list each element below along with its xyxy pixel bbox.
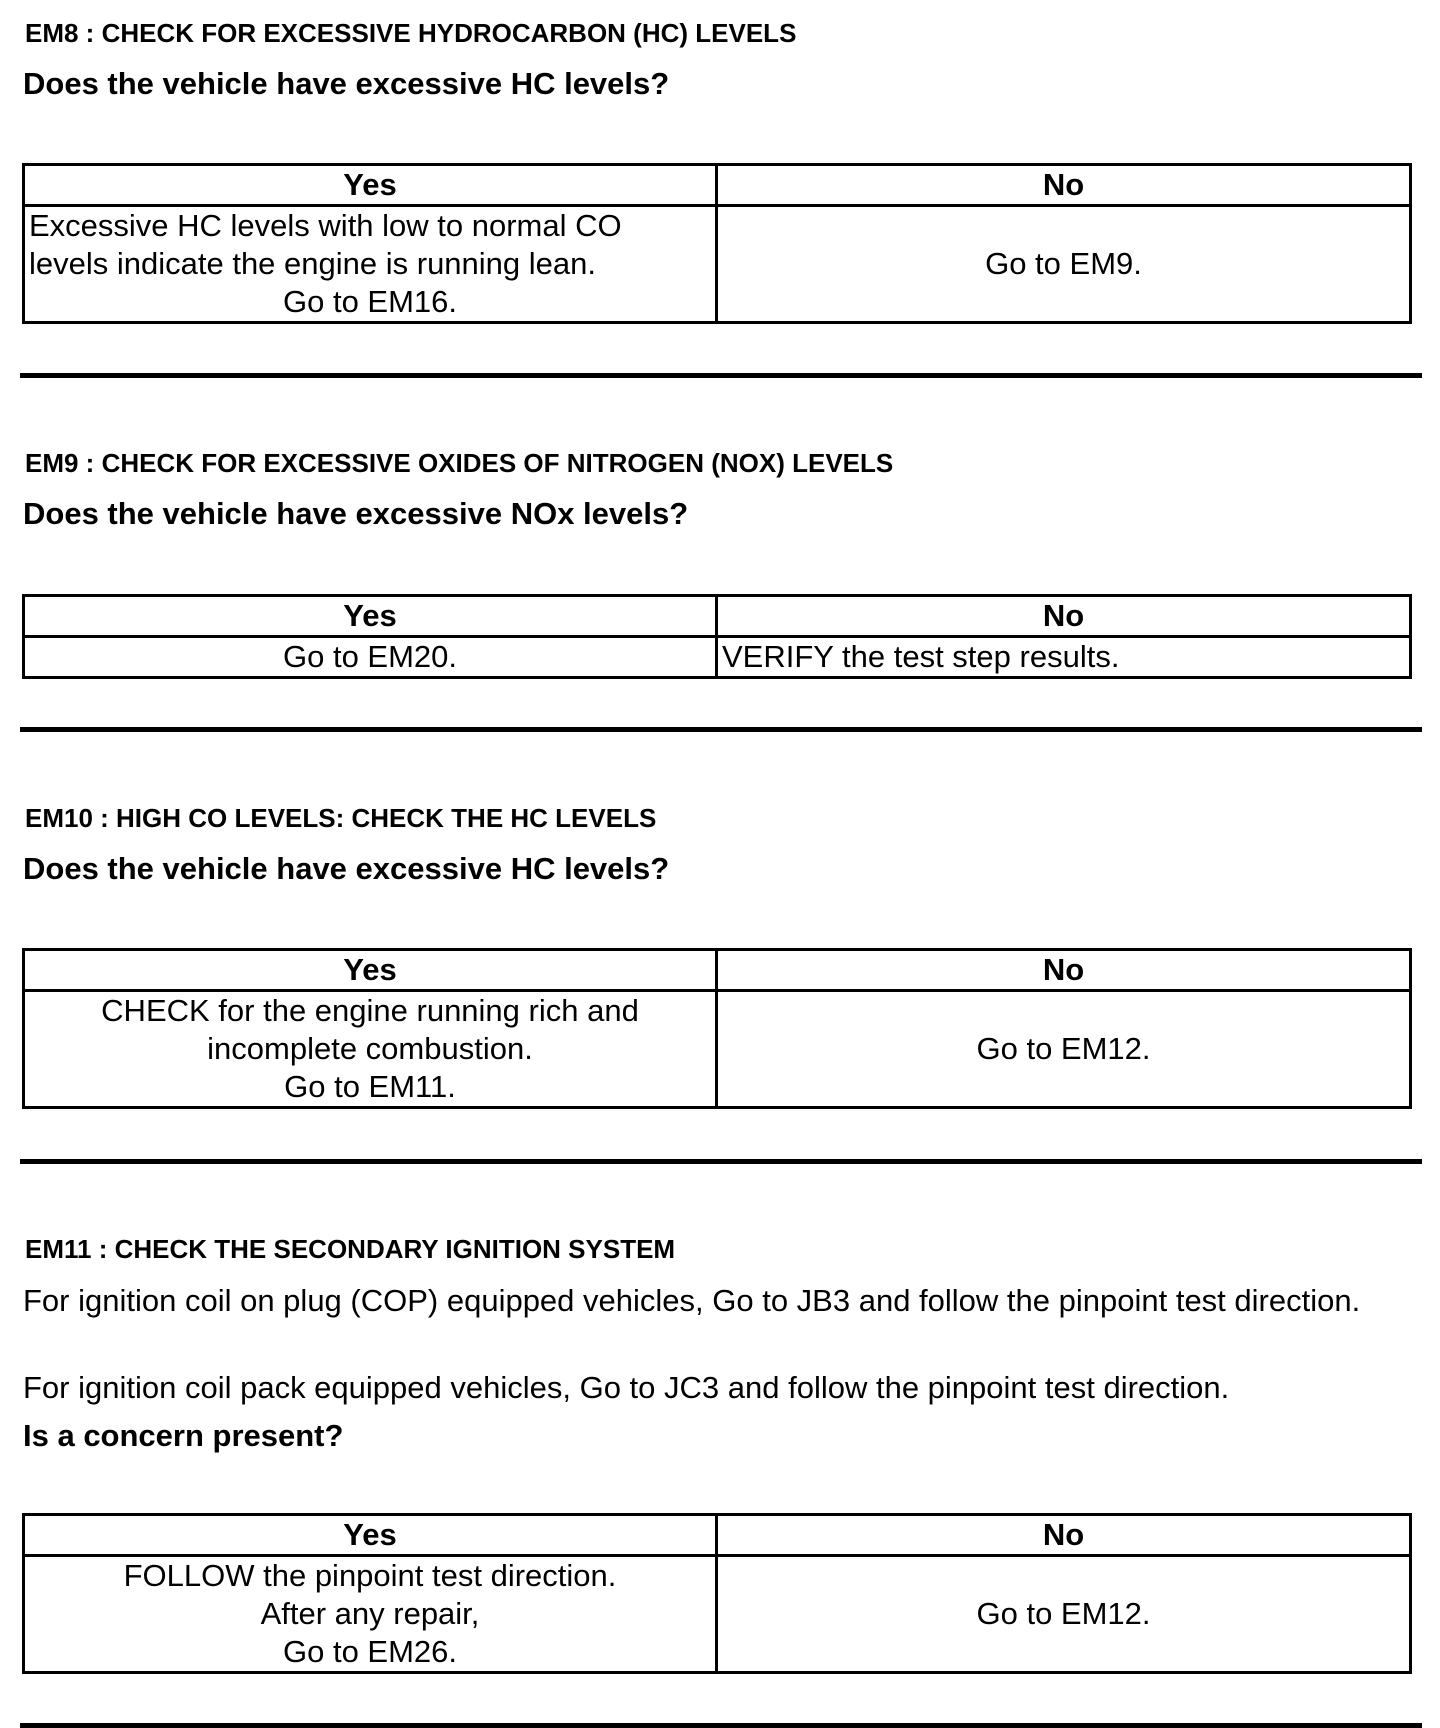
section-divider [20,373,1422,378]
no-header: No [717,950,1411,991]
yes-cell: Go to EM20. [24,637,717,678]
step-heading-em8: EM8 : CHECK FOR EXCESSIVE HYDROCARBON (HC) LEVELS [25,18,797,48]
yes-line: incomplete combustion. [207,1031,533,1066]
yes-line: CHECK for the engine running rich and [101,993,639,1028]
no-cell: Go to EM12. [717,991,1411,1108]
section-divider [20,1723,1422,1728]
yes-line: After any repair, [260,1596,480,1631]
yes-line: Excessive HC levels with low to normal CO [29,208,622,243]
section-divider [20,727,1422,732]
yes-header: Yes [24,950,717,991]
yes-line: FOLLOW the pinpoint test direction. [123,1558,617,1593]
yes-header: Yes [24,1515,717,1556]
question-em10: Does the vehicle have excessive HC levels? [23,851,670,886]
step-heading-em10: EM10 : HIGH CO LEVELS: CHECK THE HC LEVELS [25,803,657,833]
yes-no-table-em11 [22,1513,1412,1674]
yes-cell [24,1556,717,1673]
no-cell: VERIFY the test step results. [717,637,1411,678]
no-cell: Go to EM12. [717,1556,1411,1673]
yes-no-table-em10 [22,948,1412,1109]
step-heading-em9: EM9 : CHECK FOR EXCESSIVE OXIDES OF NITROGEN (NOX) LEVELS [25,448,894,478]
instruction-paragraph: For ignition coil on plug (COP) equipped vehicles, Go to JB3 and follow the pinpoint test direction. [23,1283,1361,1318]
yes-no-table-em8 [22,163,1412,324]
yes-line: levels indicate the engine is running lean. [29,246,596,281]
no-header: No [717,165,1411,206]
no-cell: Go to EM9. [717,206,1411,323]
step-heading-em11: EM11 : CHECK THE SECONDARY IGNITION SYSTEM [25,1234,676,1264]
no-header: No [717,596,1411,637]
yes-header: Yes [24,596,717,637]
yes-no-table-em9 [22,594,1412,679]
question-em11: Is a concern present? [23,1418,344,1453]
no-header: No [717,1515,1411,1556]
question-em9: Does the vehicle have excessive NOx levels? [23,496,689,531]
yes-line: Go to EM16. [282,284,458,319]
question-em8: Does the vehicle have excessive HC levels? [23,66,670,101]
yes-cell [24,991,717,1108]
instruction-paragraph: For ignition coil pack equipped vehicles, Go to JC3 and follow the pinpoint test direction. [23,1370,1230,1405]
yes-cell [24,206,717,323]
section-divider [20,1159,1422,1164]
yes-line: Go to EM26. [282,1634,458,1669]
yes-line: Go to EM11. [284,1069,456,1104]
yes-header: Yes [24,165,717,206]
